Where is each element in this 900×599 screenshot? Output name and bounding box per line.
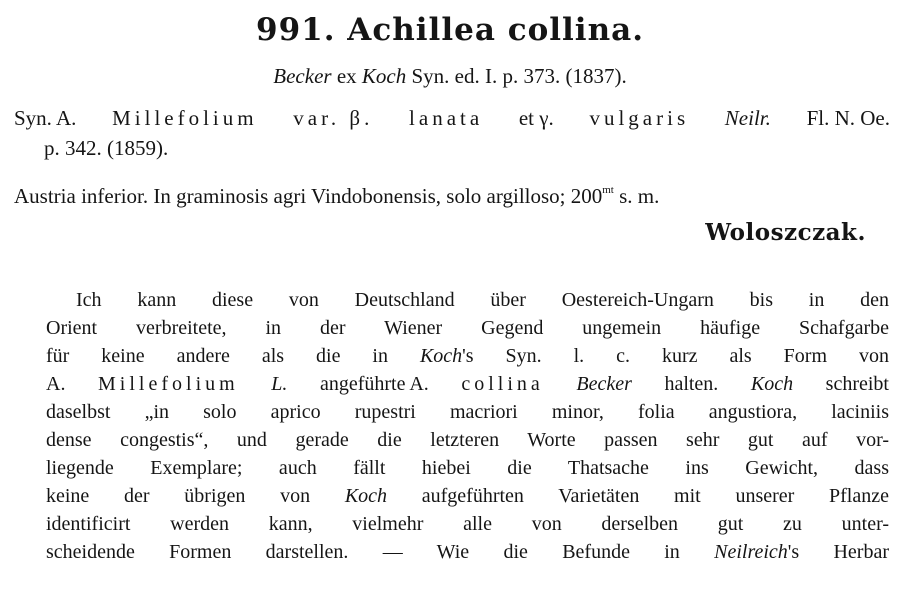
author-koch: Koch — [419, 345, 463, 367]
body-line-6: dense congestis“, und gerade die letzteren Worte passen sehr gut auf vor- — [46, 429, 889, 451]
authority-citation: Syn. ed. I. p. 373. (1837). — [406, 64, 627, 88]
author-linnaeus: L. — [271, 373, 288, 395]
body-line-4 — [46, 370, 889, 398]
body-line-5: daselbst „in solo aprico rupestri macriori minor, folia angustiora, laciniis — [46, 401, 889, 423]
synonym-prefix: Syn. A. — [14, 106, 77, 130]
synonym-var: var. β. — [293, 106, 374, 130]
body-text: 's Herbar — [787, 541, 890, 563]
synonym-reference: Fl. N. Oe. — [806, 106, 890, 130]
altitude-unit: mt — [602, 184, 614, 196]
species-title: 991. Achillea collina. — [256, 12, 644, 48]
author-becker: Becker — [576, 373, 632, 395]
synonym-vulgaris: vulgaris — [589, 106, 690, 130]
body-line-7: liegende Exemplare; auch fällt hiebei die Thatsache ins Gewicht, dass — [46, 457, 889, 479]
body-text: schreibt — [825, 373, 889, 395]
synonym-line — [14, 104, 890, 132]
synonym-millefolium: Millefolium — [112, 106, 258, 130]
body-line-3 — [46, 342, 889, 370]
body-text: halten. — [664, 373, 719, 395]
body-text: angeführte A. — [319, 373, 429, 395]
author-becker: Becker — [273, 64, 332, 88]
species-millefolium: Millefolium — [98, 373, 239, 395]
authority-ex: ex — [331, 64, 362, 88]
body-text: 's Syn. l. c. kurz als Form von — [462, 345, 889, 367]
synonym-lanata: lanata — [409, 106, 484, 130]
locality-suffix: s. m. — [613, 184, 660, 208]
locality-text: Austria inferior. In graminosis agri Vindobonensis, solo argilloso; 200 — [14, 184, 603, 208]
collector-name: Woloszczak. — [705, 219, 866, 246]
author-koch: Koch — [750, 373, 794, 395]
body-line-2: Orient verbreitete, in der Wiener Gegend ungemein häufige Schafgarbe — [46, 317, 889, 339]
body-line-8 — [46, 482, 889, 510]
body-line-9: identificirt werden kann, vielmehr alle von derselben gut zu unter- — [46, 513, 889, 535]
synonym-reference-continued: p. 342. (1859). — [44, 136, 169, 160]
author-koch: Koch — [361, 64, 407, 88]
body-text: A. — [46, 373, 66, 395]
body-text: für keine andere als die in — [46, 345, 420, 367]
species-collina: collina — [461, 373, 544, 395]
body-text: keine der übrigen von — [46, 485, 345, 507]
author-neilreich: Neilreich — [714, 541, 788, 563]
body-line-1: Ich kann diese von Deutschland über Oestereich-Ungarn bis in den — [76, 289, 889, 311]
synonym-author: Neilr. — [724, 106, 771, 130]
body-line-10 — [46, 538, 889, 566]
authority-line — [0, 62, 900, 90]
locality-line — [14, 176, 890, 210]
body-text: aufgeführten Varietäten mit unserer Pflanze — [387, 485, 889, 507]
body-text: scheidende Formen darstellen. — Wie die Befunde in — [46, 541, 715, 563]
synonym-et: et γ. — [518, 106, 554, 130]
author-koch: Koch — [344, 485, 388, 507]
